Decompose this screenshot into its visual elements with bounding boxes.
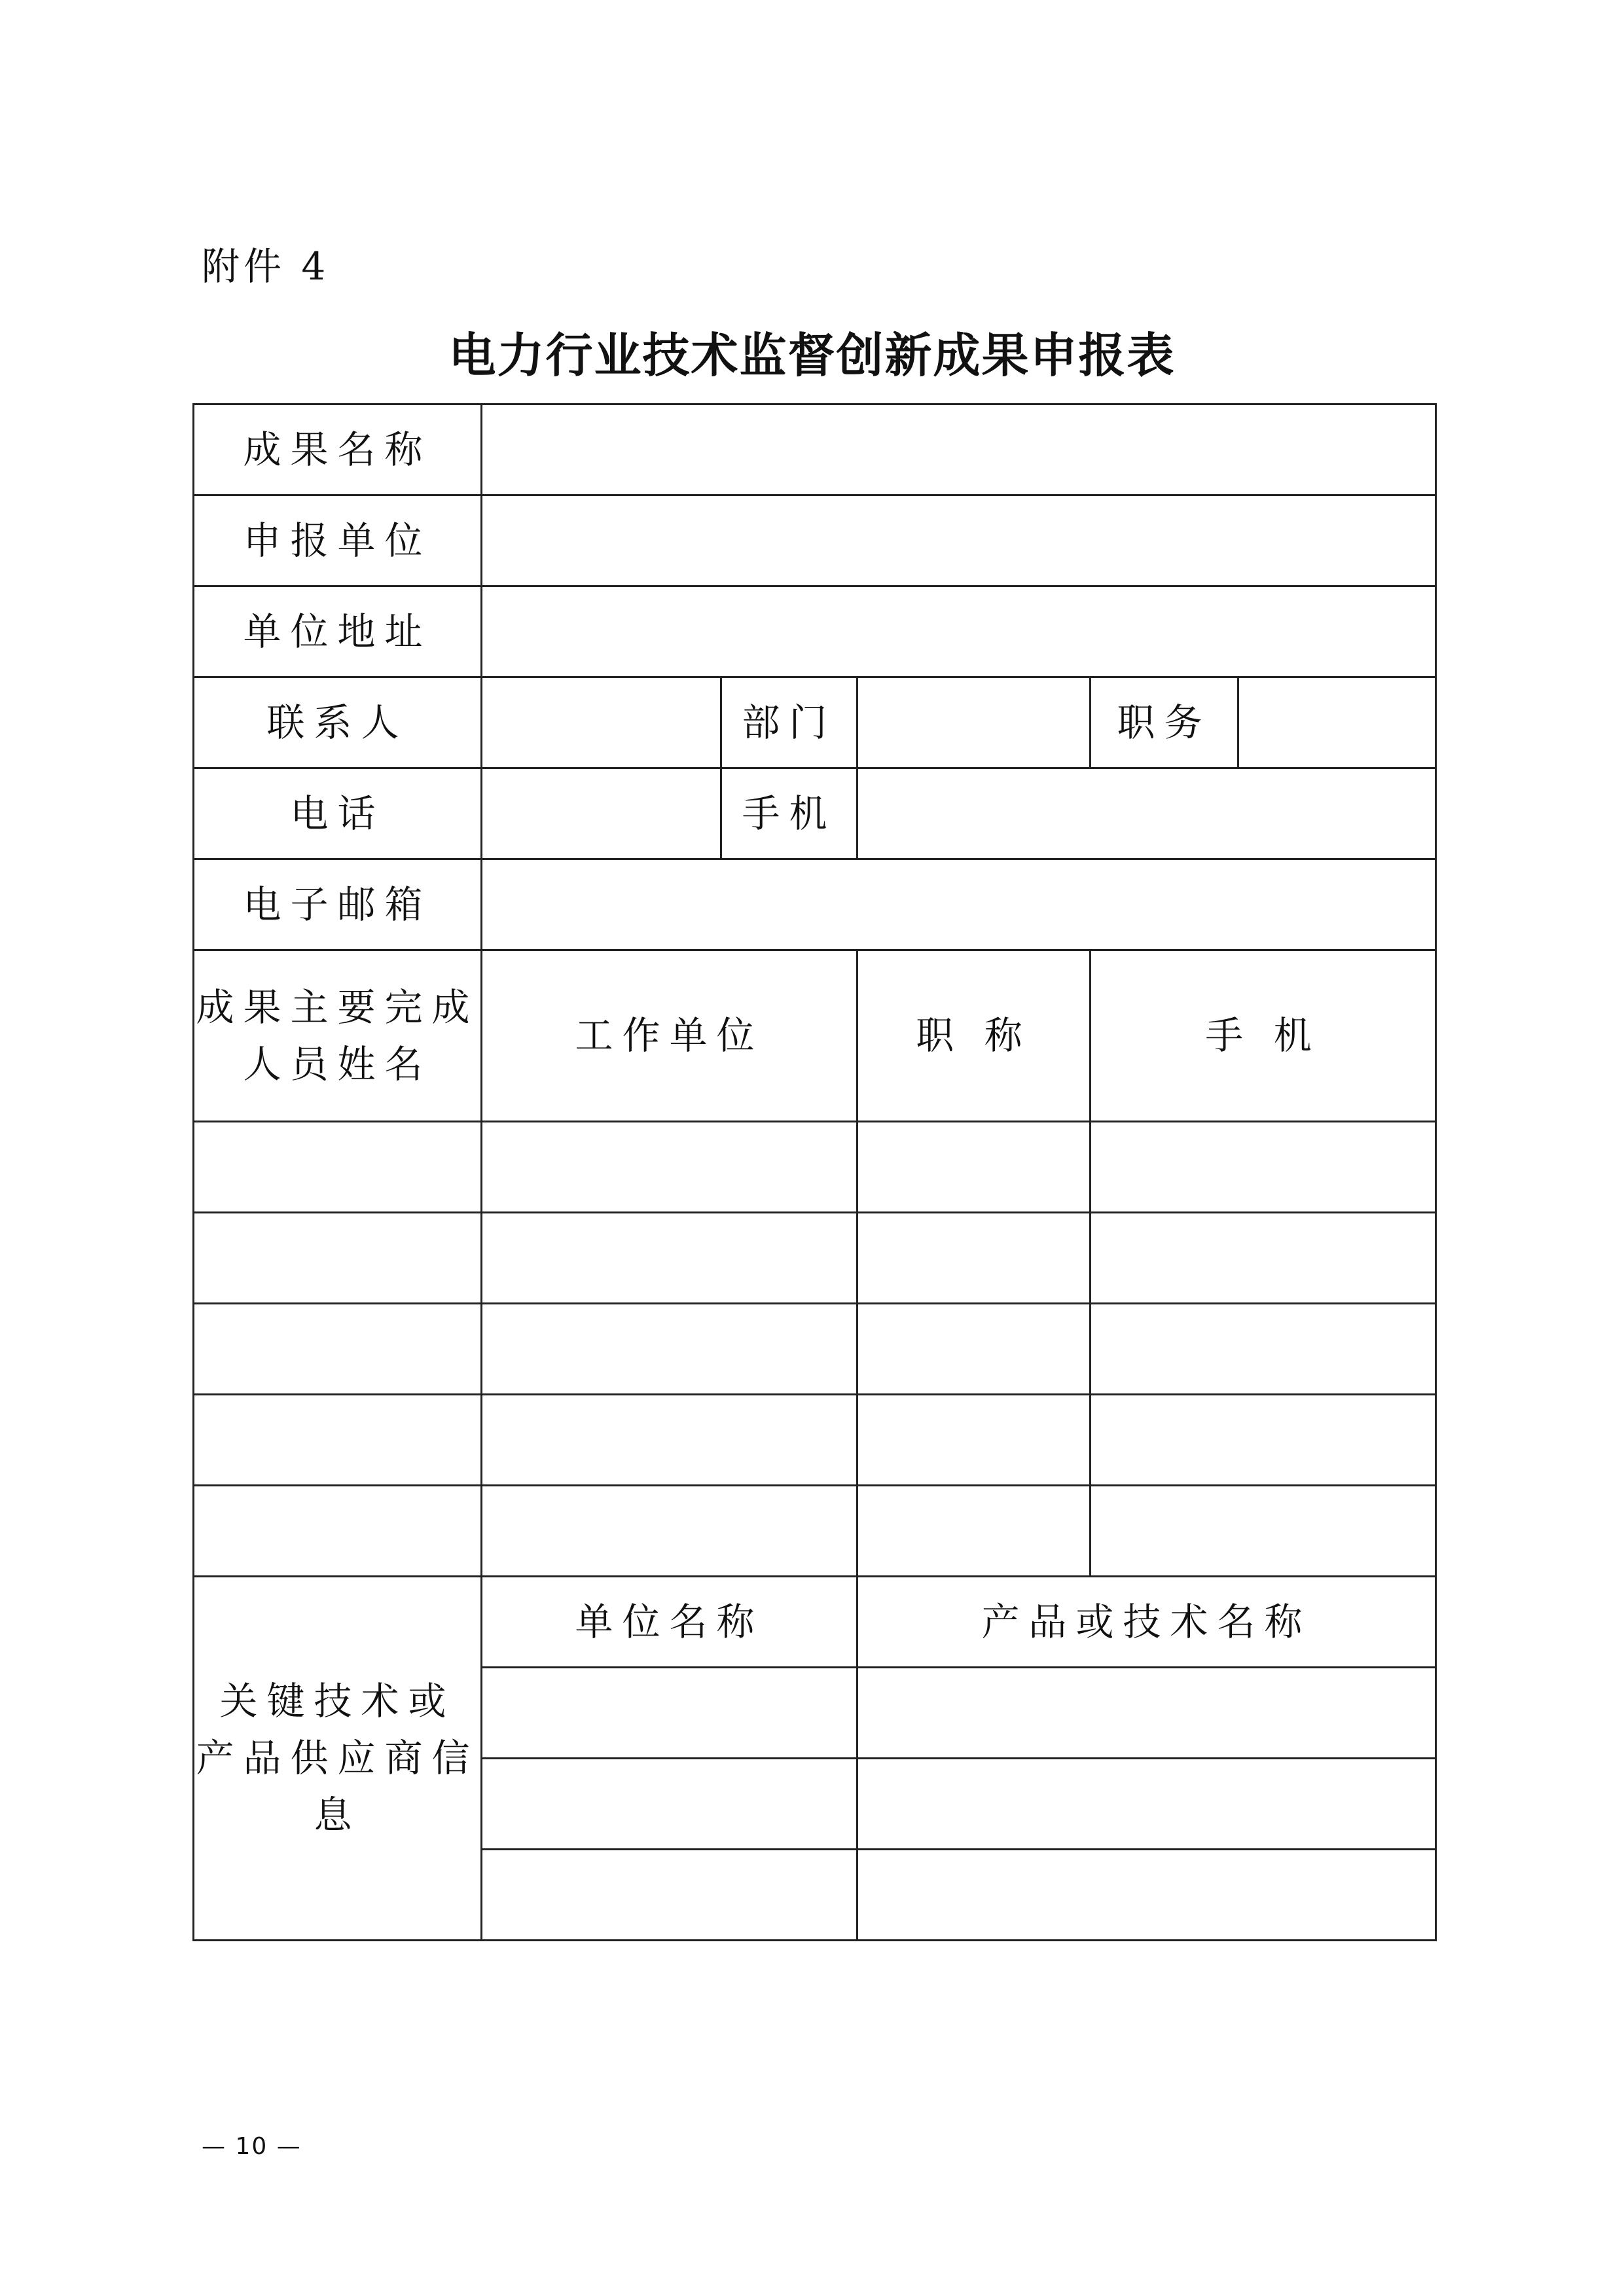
page-number: — 10 — — [202, 2133, 302, 2160]
member-mobile-header: 手 机 — [1091, 950, 1436, 1122]
member-title-cell[interactable] — [857, 1395, 1091, 1486]
supplier-product-name-cell[interactable] — [857, 1668, 1436, 1759]
email-label: 电子邮箱 — [194, 859, 482, 950]
member-title-cell[interactable] — [857, 1122, 1091, 1213]
member-title-cell[interactable] — [857, 1486, 1091, 1577]
member-work-unit-cell[interactable] — [482, 1304, 857, 1395]
mobile-field[interactable] — [857, 768, 1436, 859]
member-work-unit-cell[interactable] — [482, 1213, 857, 1304]
applicant-unit-field[interactable] — [482, 495, 1436, 586]
mobile-label: 手机 — [721, 768, 857, 859]
member-row — [194, 1304, 1436, 1395]
position-label: 职务 — [1091, 677, 1238, 768]
member-row — [194, 1213, 1436, 1304]
contact-person-field[interactable] — [482, 677, 721, 768]
member-title-cell[interactable] — [857, 1304, 1091, 1395]
supplier-product-name-cell[interactable] — [857, 1850, 1436, 1941]
supplier-label-line1: 关键技术或 — [219, 1679, 456, 1723]
members-label-line2: 人员姓名 — [243, 1041, 432, 1086]
member-name-cell[interactable] — [194, 1395, 482, 1486]
member-mobile-cell[interactable] — [1091, 1486, 1436, 1577]
achievement-name-field[interactable] — [482, 404, 1436, 495]
member-name-cell[interactable] — [194, 1486, 482, 1577]
position-field[interactable] — [1238, 677, 1436, 768]
supplier-unit-name-cell[interactable] — [482, 1759, 857, 1850]
supplier-label-line3: 息 — [314, 1793, 361, 1837]
members-label-line1: 成果主要完成 — [196, 984, 479, 1030]
member-row — [194, 1395, 1436, 1486]
supplier-info-label — [194, 1577, 482, 1941]
member-name-cell[interactable] — [194, 1304, 482, 1395]
form-title: 电力行业技术监督创新成果申报表 — [448, 328, 1176, 383]
unit-address-label: 单位地址 — [194, 586, 482, 677]
supplier-label-line2: 产品供应商信 — [196, 1736, 479, 1780]
member-name-cell[interactable] — [194, 1213, 482, 1304]
members-name-header — [194, 950, 482, 1122]
member-title-cell[interactable] — [857, 1213, 1091, 1304]
member-work-unit-cell[interactable] — [482, 1486, 857, 1577]
applicant-unit-label: 申报单位 — [194, 495, 482, 586]
work-unit-header: 工作单位 — [482, 950, 857, 1122]
department-field[interactable] — [857, 677, 1091, 768]
member-mobile-cell[interactable] — [1091, 1122, 1436, 1213]
supplier-unit-name-cell[interactable] — [482, 1668, 857, 1759]
telephone-field[interactable] — [482, 768, 721, 859]
member-work-unit-cell[interactable] — [482, 1122, 857, 1213]
member-name-cell[interactable] — [194, 1122, 482, 1213]
member-row — [194, 1486, 1436, 1577]
department-label: 部门 — [721, 677, 857, 768]
member-mobile-cell[interactable] — [1091, 1304, 1436, 1395]
unit-address-field[interactable] — [482, 586, 1436, 677]
supplier-product-name-header: 产品或技术名称 — [857, 1577, 1436, 1668]
member-work-unit-cell[interactable] — [482, 1395, 857, 1486]
attachment-label: 附件 4 — [202, 244, 330, 289]
title-header: 职 称 — [857, 950, 1091, 1122]
application-form-table — [192, 403, 1437, 1941]
member-mobile-cell[interactable] — [1091, 1395, 1436, 1486]
member-mobile-cell[interactable] — [1091, 1213, 1436, 1304]
supplier-unit-name-header: 单位名称 — [482, 1577, 857, 1668]
contact-person-label: 联系人 — [194, 677, 482, 768]
telephone-label: 电话 — [194, 768, 482, 859]
email-field[interactable] — [482, 859, 1436, 950]
supplier-unit-name-cell[interactable] — [482, 1850, 857, 1941]
achievement-name-label: 成果名称 — [194, 404, 482, 495]
member-row — [194, 1122, 1436, 1213]
supplier-product-name-cell[interactable] — [857, 1759, 1436, 1850]
